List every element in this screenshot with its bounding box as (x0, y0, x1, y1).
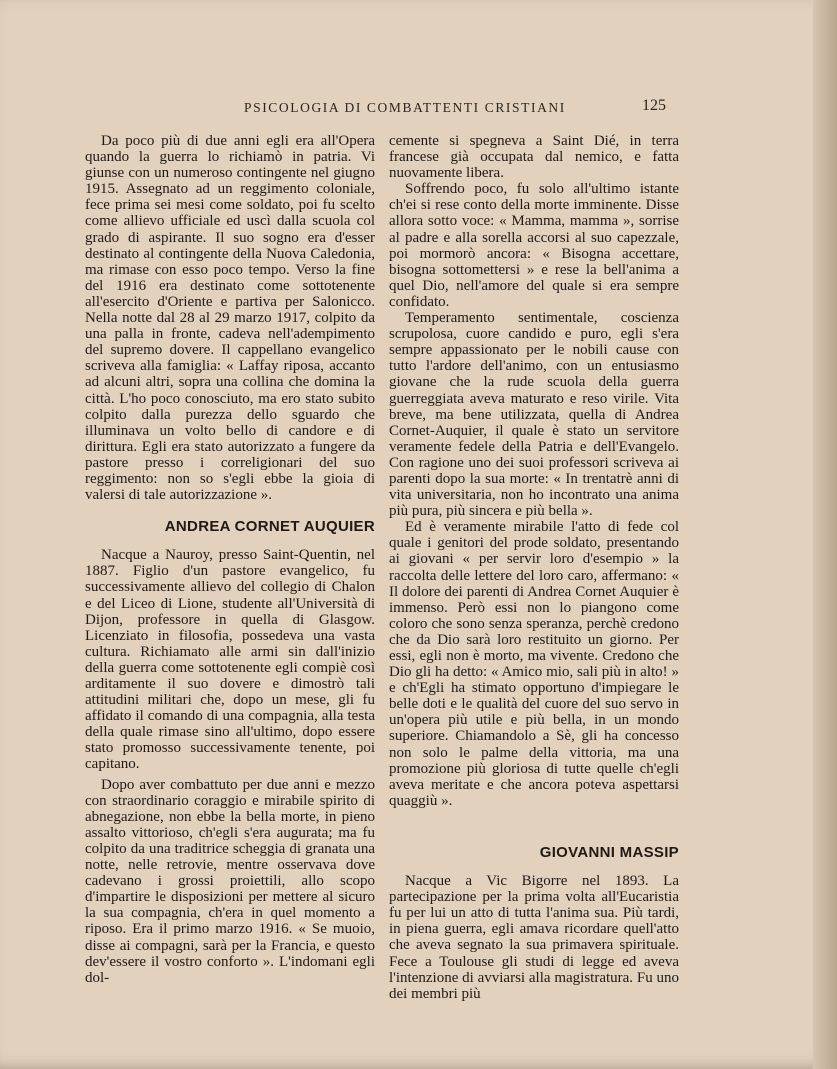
paragraph: Nacque a Nauroy, presso Saint-Quentin, nel 1887. Figlio d'un pastore evangelico, fu successivamente allievo del collegio di Chalon e del Liceo di Lione, studente all'Università di Dijon, professore in quella di Glasgow. Licenziato in filosofia, possedeva una vasta cultura. Richiamato alle armi sin dall'inizio della guerra come sottotenente egli compiè così arditamente il suo dovere e dimostrò tali attitudini militari che, dopo un mese, gli fu affidato il comando di una compagnia, alla testa della quale rimase sino all'ultimo, dopo essere stato promosso successivamente tenente, poi capitano. (85, 547, 375, 773)
section-title: ANDREA CORNET AUQUIER (164, 518, 375, 536)
left-column (85, 133, 375, 986)
page-number: 125 (642, 97, 666, 114)
paragraph: Nacque a Vic Bigorre nel 1893. La partecipazione per la prima volta all'Eucaristia fu per lui un atto di tutta l'anima sua. Più tardi, in piena guerra, egli amava ricordare quell'atto che aveva segnato la sua primavera spirituale. Fece a Toulouse gli studi di legge ed aveva l'intenzione di avviarsi alla magistratura. Fu uno dei membri più (389, 873, 679, 1002)
section-title: GIOVANNI MASSIP (539, 843, 679, 861)
right-column (389, 133, 679, 1002)
paragraph: Ed è veramente mirabile l'atto di fede col quale i genitori del prode soldato, presentando ai giovani « per servir loro d'esempio » la raccolta delle lettere del loro caro, affermano: « Il dolore dei parenti di Andrea Cornet Auquier è immenso. Però essi non lo piangono come coloro che sono senza speranza, perchè credono che da Dio sarà loro restituito un giorno. Per essi, egli non è morto, ma vivente. Credono che Dio gli ha detto: « Amico mio, sali più in alto! » e ch'Egli ha stimato opportuno d'impiegare le belle doti e le qualità del cuore del suo servo in un'opera più utile e più bella, in un mondo superiore. Chiamandolo a Sè, gli ha concesso non solo le palme della vittoria, ma una promozione più gloriosa di tutte quelle ch'egli aveva meritate e che ancora poteva aspettarsi quaggiù ». (389, 519, 679, 809)
paragraph: Temperamento sentimentale, coscienza scrupolosa, cuore candido e puro, egli s'era sempre appassionato per le nobili cause con tutto l'ardore dell'animo, con un entusiasmo giovane che la rude scuola della guerra guerreggiata aveva maturato e reso virile. Vita breve, ma bene utilizzata, quella di Andrea Cornet-Auquier, il quale è stato un servitore veramente fedele della Patria e dell'Evangelo. Con ragione uno dei suoi professori scriveva ai parenti dopo la sua morte: « In trentatrè anni di vita universitaria, non ho incontrato una anima più pura, più sincera e più bella ». (389, 310, 679, 520)
page-edge (813, 0, 837, 1069)
running-header: PSICOLOGIA DI COMBATTENTI CRISTIANI (244, 100, 566, 115)
paragraph: Da poco più di due anni egli era all'Opera quando la guerra lo richiamò in patria. Vi giunse con un numeroso contingente nel giugno 1915. Assegnato ad un reggimento coloniale, fece prima sei mesi come soldato, poi fu scelto come allievo ufficiale ed uscì dalla scuola col grado di aspirante. Il suo sogno era d'esser destinato al contingente della Nuova Caledonia, ma rimase con esso poco tempo. Verso la fine del 1916 era destinato come sottotenente all'esercito d'Oriente e partiva per Salonicco. Nella notte dal 28 al 29 marzo 1917, colpito da una palla in fronte, cadeva nell'adempimento del supremo dovere. Il cappellano evangelico scriveva alla famiglia: « Laffay riposa, accanto ad alcuni altri, sopra una collina che domina la città. L'ho poco conosciuto, ma ero stato subito colpito dalla purezza dello sguardo che illuminava un volto bello di candore e di dirittura. Egli era stato autorizzato a fungere da pastore presso i correligionari del suo reggimento: non so s'egli ebbe la gioia di valersi di tale autorizzazione ». (85, 133, 375, 504)
paragraph: Soffrendo poco, fu solo all'ultimo istante ch'ei si rese conto della morte imminente. Disse allora sotto voce: « Mamma, mamma », sorrise al padre e alla sorella accorsi al suo capezzale, poi mormorò ancora: « Bisogna accettare, bisogna sottomettersi » e rese la bell'anima a quel Dio, nell'amore del quale si era sempre confidato. (389, 181, 679, 310)
paragraph: cemente si spegneva a Saint Dié, in terra francese già occupata dal nemico, e fatta nuovamente libera. (389, 133, 679, 182)
paragraph: Dopo aver combattuto per due anni e mezzo con straordinario coraggio e mirabile spirito di abnegazione, non ebbe la bella morte, in pieno assalto vittorioso, ch'egli s'era augurata; ma fu colpito da una traditrice scheggia di granata una notte, nelle retrovie, mentre osservava dove cadevano i grossi proiettili, allo scopo d'impartire le disposizioni per mettere al sicuro la sua compagnia, ch'era in quel momento a riposo. Era il primo marzo 1916. « Se muoio, disse ai compagni, sarà per la Francia, e questo dev'essere il vostro conforto ». L'indomani egli dol- (85, 776, 375, 986)
